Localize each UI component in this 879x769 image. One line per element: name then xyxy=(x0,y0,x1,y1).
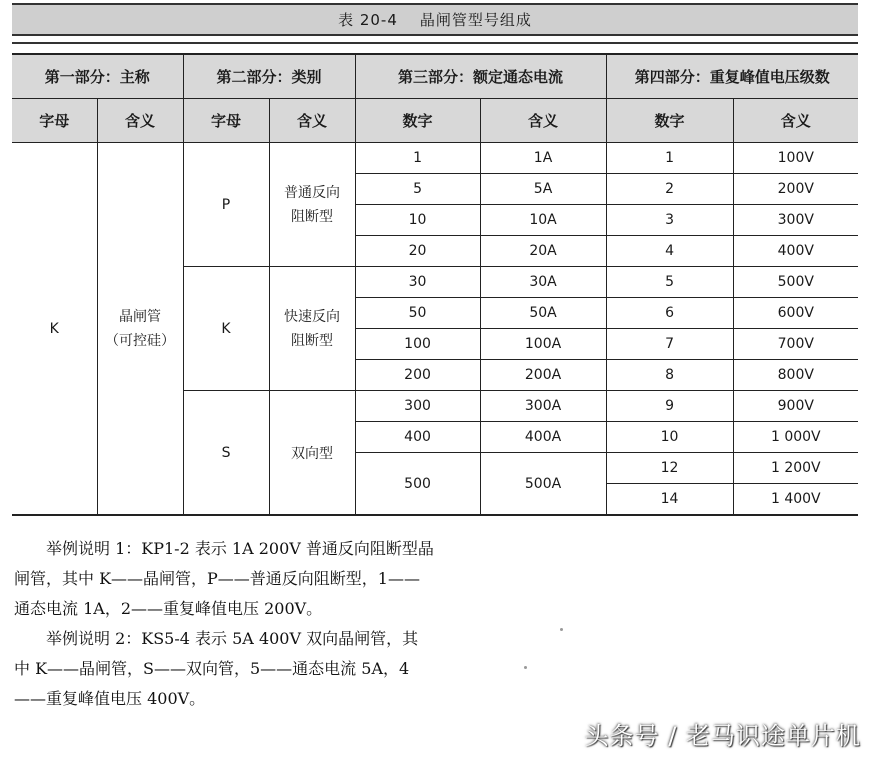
part2-letter: K xyxy=(183,267,269,391)
part3-meaning: 400A xyxy=(480,422,606,453)
part3-number: 5 xyxy=(355,174,480,205)
part4-number: 3 xyxy=(606,205,733,236)
part2-meaning-line1: 快速反向 xyxy=(284,308,341,325)
part4-number: 10 xyxy=(606,422,733,453)
part4-meaning: 900V xyxy=(733,391,858,422)
thyristor-model-table xyxy=(12,53,858,516)
part4-meaning: 1 000V xyxy=(733,422,858,453)
part4-number: 8 xyxy=(606,360,733,391)
part2-meaning xyxy=(269,267,355,391)
part4-meaning: 1 200V xyxy=(733,453,858,484)
part4-number: 1 xyxy=(606,143,733,174)
example-paragraph-2: 举例说明 2：KS5-4 表示 5A 400V 双向晶闸管，其中 K——晶闸管，S——双向管，5——通态电流 5A，4——重复峰值电压 400V。 xyxy=(14,629,419,708)
part3-number: 30 xyxy=(355,267,480,298)
part4-number: 12 xyxy=(606,453,733,484)
part1-meaning-line1: 晶闸管 xyxy=(119,308,161,325)
part3-meaning: 50A xyxy=(480,298,606,329)
caption-rule xyxy=(12,42,858,44)
sub-header: 字母 xyxy=(12,99,97,143)
part3-meaning: 200A xyxy=(480,360,606,391)
part3-number: 400 xyxy=(355,422,480,453)
part4-number: 4 xyxy=(606,236,733,267)
part3-meaning: 10A xyxy=(480,205,606,236)
part3-number: 1 xyxy=(355,143,480,174)
header-part4: 第四部分：重复峰值电压级数 xyxy=(606,54,858,99)
sub-header: 字母 xyxy=(183,99,269,143)
part2-meaning-line2: 阻断型 xyxy=(291,208,334,225)
group-header-row xyxy=(12,54,858,99)
part3-meaning: 1A xyxy=(480,143,606,174)
part4-meaning: 1 400V xyxy=(733,484,858,516)
part4-number: 2 xyxy=(606,174,733,205)
part1-meaning-line2: （可控硅） xyxy=(105,332,175,349)
part4-meaning: 100V xyxy=(733,143,858,174)
part4-meaning: 700V xyxy=(733,329,858,360)
part2-meaning-line2: 阻断型 xyxy=(291,332,334,349)
part3-meaning: 30A xyxy=(480,267,606,298)
header-part1: 第一部分：主称 xyxy=(12,54,183,99)
part4-meaning: 800V xyxy=(733,360,858,391)
part3-number: 300 xyxy=(355,391,480,422)
part4-number: 14 xyxy=(606,484,733,516)
table-number: 表 20-4 xyxy=(338,11,398,29)
part4-number: 6 xyxy=(606,298,733,329)
part3-number: 50 xyxy=(355,298,480,329)
scan-speck xyxy=(560,628,563,631)
part4-meaning: 300V xyxy=(733,205,858,236)
part4-meaning: 600V xyxy=(733,298,858,329)
part4-meaning: 400V xyxy=(733,236,858,267)
sub-header-row xyxy=(12,99,858,143)
sub-header: 含义 xyxy=(269,99,355,143)
part2-meaning: 双向型 xyxy=(269,391,355,516)
sub-header: 含义 xyxy=(733,99,858,143)
sub-header: 数字 xyxy=(606,99,733,143)
part1-letter: K xyxy=(12,143,97,516)
part2-letter: P xyxy=(183,143,269,267)
sub-header: 数字 xyxy=(355,99,480,143)
scan-speck xyxy=(524,666,527,669)
part3-number: 500 xyxy=(355,453,480,516)
table-row xyxy=(12,143,858,174)
part3-meaning: 300A xyxy=(480,391,606,422)
examples-block xyxy=(14,534,434,714)
part4-meaning: 500V xyxy=(733,267,858,298)
part4-number: 7 xyxy=(606,329,733,360)
part3-meaning: 500A xyxy=(480,453,606,516)
part4-meaning: 200V xyxy=(733,174,858,205)
part3-meaning: 100A xyxy=(480,329,606,360)
header-part2: 第二部分：类别 xyxy=(183,54,355,99)
table-caption xyxy=(12,3,858,36)
part4-number: 9 xyxy=(606,391,733,422)
part3-number: 200 xyxy=(355,360,480,391)
part3-meaning: 20A xyxy=(480,236,606,267)
sub-header: 含义 xyxy=(480,99,606,143)
part1-meaning xyxy=(97,143,183,516)
part3-number: 100 xyxy=(355,329,480,360)
table-title: 晶闸管型号组成 xyxy=(419,11,532,29)
part3-number: 20 xyxy=(355,236,480,267)
sub-header: 含义 xyxy=(97,99,183,143)
part2-meaning xyxy=(269,143,355,267)
watermark-text: 头条号 / 老马识途单片机 xyxy=(584,722,861,750)
part3-meaning: 5A xyxy=(480,174,606,205)
part2-letter: S xyxy=(183,391,269,516)
part4-number: 5 xyxy=(606,267,733,298)
part3-number: 10 xyxy=(355,205,480,236)
example-paragraph-1: 举例说明 1：KP1-2 表示 1A 200V 普通反向阻断型晶闸管，其中 K——晶闸管，P——普通反向阻断型，1——通态电流 1A，2——重复峰值电压 200V。 xyxy=(14,539,434,618)
header-part3: 第三部分：额定通态电流 xyxy=(355,54,606,99)
part2-meaning-line1: 普通反向 xyxy=(284,184,341,201)
